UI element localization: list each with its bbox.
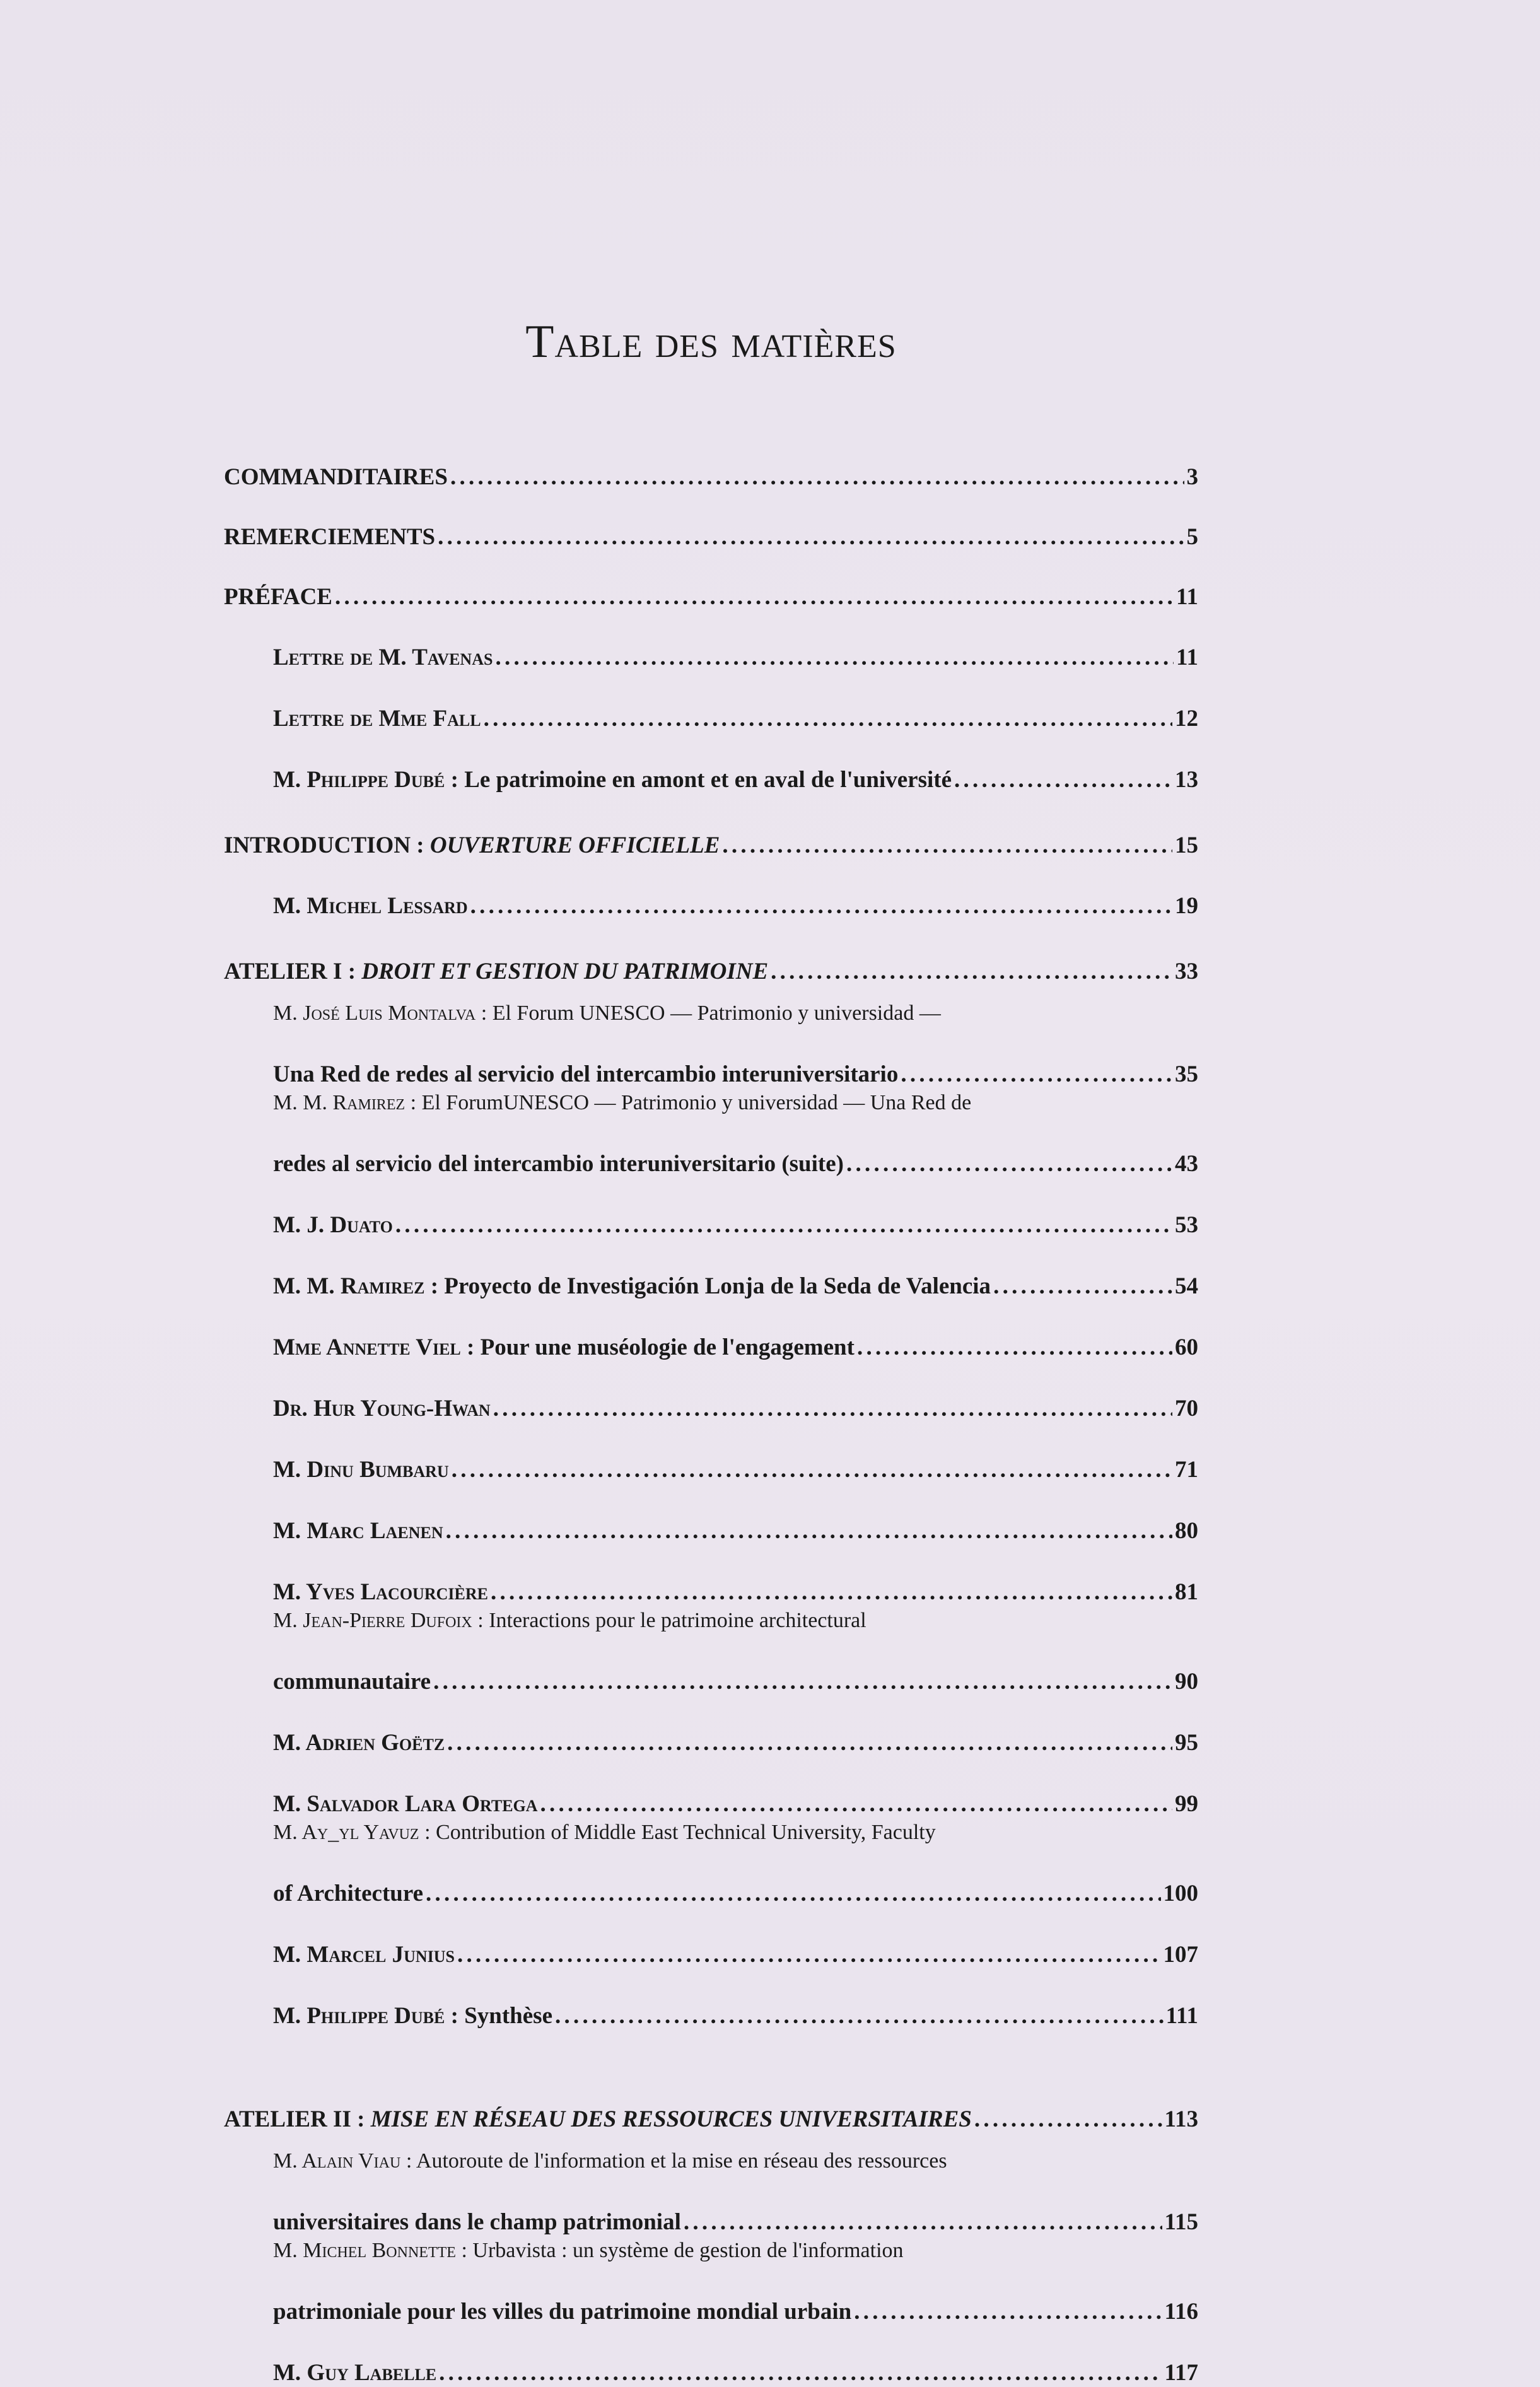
section-subtitle: MISE EN RÉSEAU DES RESSOURCES UNIVERSITAIRES [370,2106,972,2132]
toc-entry: M. José Luis Montalva : El Forum UNESCO — Patrimonio y universidad — Una Red de redes al servicio del intercambio interuniversitario . . . 35 [273,999,1198,1088]
toc-section [224,832,1198,920]
toc-entry: M. J. Duato . . . 53 [273,1211,1198,1239]
toc-entry: Lettre de M. Tavenas . . . 11 [273,643,1198,672]
toc-section [224,523,1198,551]
toc-entry: M. Dinu Bumbaru . . . 71 [273,1456,1198,1484]
toc-entry: M. Marc Laenen . . . 80 [273,1517,1198,1545]
toc-entry: M. Jean-Pierre Dufoix : Interactions pour le patrimoine architectural communautaire . . . 90 [273,1606,1198,1696]
toc-entry: M. Marcel Junius . . . 107 [273,1941,1198,1969]
section-page: 113 [1164,2106,1198,2132]
toc-entry: M. Philippe Dubé : Synthèse . . . 111 [273,2002,1198,2030]
toc-entry: M. Philippe Dubé : Le patrimoine en amont et en aval de l'université . . . 13 [273,766,1198,794]
toc-entry: M. Ay_yl Yavuz : Contribution of Middle East Technical University, Faculty of Architecture . . . 100 [273,1818,1198,1908]
section-label: ATELIER I : [224,959,362,984]
toc-entry: M. Salvador Lara Ortega . . . 99 [273,1790,1198,1818]
page-title: Table des matières [525,316,897,368]
section-page: 15 [1175,832,1198,858]
toc-entry: Mme Annette Viel : Pour une muséologie de l'engagement . . . 60 [273,1333,1198,1362]
section-subtitle: OUVERTURE OFFICIELLE [429,832,720,858]
section-label: PRÉFACE [224,584,332,610]
toc-section [224,583,1198,794]
section-label: INTRODUCTION : [224,832,430,858]
entry-list [273,999,1198,2030]
section-page: 5 [1186,524,1198,550]
section-label: REMERCIEMENTS [224,524,436,550]
toc-entry: M. Michel Lessard . . . 19 [273,892,1198,920]
toc-section [224,464,1198,491]
entry-list [273,2147,1198,2387]
section-page: 11 [1176,584,1198,610]
toc-entry: M. Alain Viau : Autoroute de l'information et la mise en réseau des ressources universitaires dans le champ patrimonial . . . 115 [273,2147,1198,2236]
section-page: 33 [1175,959,1198,984]
section-page: 3 [1186,464,1198,490]
toc-entry: M. Yves Lacourcière . . . 81 [273,1578,1198,1606]
toc-section [224,958,1198,2030]
toc-entry: Lettre de Mme Fall . . . 12 [273,704,1198,733]
toc-entry: M. M. Ramirez : El ForumUNESCO — Patrimonio y universidad — Una Red de redes al servicio del intercambio interuniversitario (suite) . . . 43 [273,1088,1198,1178]
toc-entry: M. Adrien Goëtz . . . 95 [273,1729,1198,1757]
toc-entry: Dr. Hur Young-Hwan . . . 70 [273,1394,1198,1423]
toc-entry: M. Michel Bonnette : Urbavista : un système de gestion de l'information patrimoniale pour les villes du patrimoine mondial urbain . . . 116 [273,2236,1198,2326]
section-subtitle: DROIT ET GESTION DU PATRIMOINE [361,959,769,984]
entry-list [273,643,1198,794]
section-label: ATELIER II : [224,2106,371,2132]
toc-entry: M. Guy Labelle . . . 117 [273,2359,1198,2387]
entry-list [273,892,1198,920]
table-of-contents [224,315,1198,2387]
toc-section [224,2106,1198,2387]
toc-entry: M. M. Ramirez : Proyecto de Investigación Lonja de la Seda de Valencia . . . 54 [273,1272,1198,1300]
section-label: COMMANDITAIRES [224,464,448,490]
